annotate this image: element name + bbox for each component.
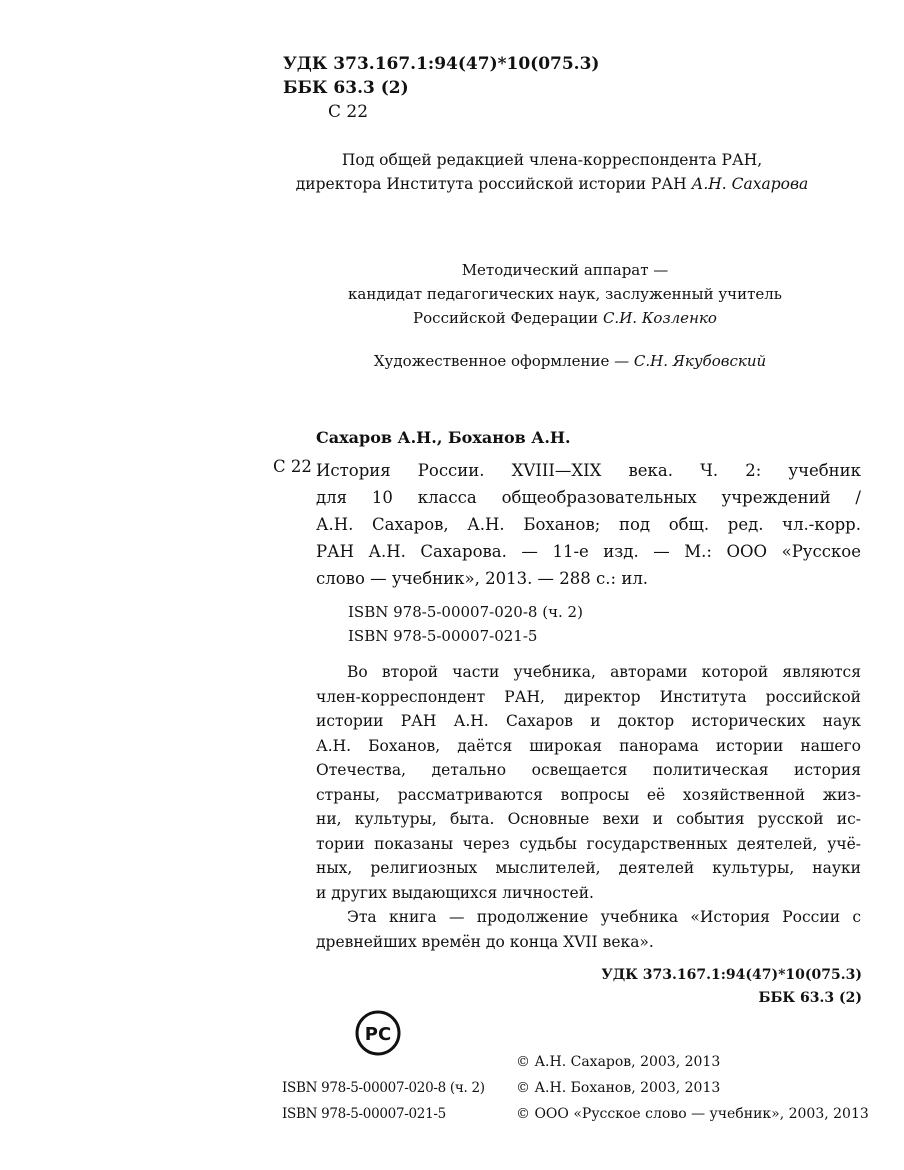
editor-credit (250, 148, 854, 196)
svg-text:РС: РС (364, 1024, 392, 1045)
method-line-3 (300, 306, 830, 330)
bib-authors: Сахаров А.Н., Боханов А.Н. (316, 428, 571, 447)
annotation-line: древнейших времён до конца XVII века». (316, 932, 654, 951)
annotation-line: Эта книга — продолжение учебника «История России с (347, 908, 861, 926)
bib-line: История России. XVIII—XIX века. Ч. 2: учебник (316, 461, 861, 480)
bib-line: слово — учебник», 2013. — 288 с.: ил. (316, 569, 649, 588)
annotation-line: Во второй части учебника, авторами которой являются (347, 663, 861, 681)
udk-code: УДК 373.167.1:94(47)*10(075.3) (283, 54, 600, 74)
method-name: С.И. Козленко (602, 309, 717, 327)
udk-footer (560, 964, 862, 1010)
copyright-2: © А.Н. Боханов, 2003, 2013 (516, 1080, 721, 1096)
editor-line-2-text: директора Института российской истории РАН (295, 175, 687, 193)
bbk-code: ББК 63.3 (2) (283, 78, 409, 98)
copyright-3: © ООО «Русское слово — учебник», 2003, 2013 (516, 1106, 869, 1122)
method-line-1: Методический аппарат — (461, 261, 669, 279)
editor-line-2 (250, 172, 854, 196)
method-line-2: кандидат педагогических наук, заслуженный учитель (348, 285, 782, 303)
annotation-line: и других выдающихся личностей. (316, 883, 594, 902)
annotation-line: страны, рассматриваются вопросы её хозяйственной жиз- (316, 785, 861, 804)
bib-code: С 22 (273, 457, 312, 476)
art-label: Художественное оформление — (373, 352, 630, 370)
copyright-block (516, 1049, 869, 1127)
annotation-line: ни, культуры, быта. Основные вехи и события русской ис- (316, 810, 861, 828)
bib-isbn (348, 600, 583, 648)
methodical-credit (300, 258, 830, 330)
bib-line: А.Н. Сахаров, А.Н. Боханов; под общ. ред. чл.-корр. (316, 515, 861, 534)
bbk-code-bottom: ББК 63.3 (2) (758, 990, 862, 1006)
editor-name: А.Н. Сахарова (691, 175, 809, 193)
annotation-line: член-корреспондент РАН, директор Института российской (316, 687, 861, 706)
bib-line: РАН А.Н. Сахарова. — 11-е изд. — М.: ООО «Русское (316, 542, 861, 561)
bib-description (316, 457, 861, 592)
udk-code-bottom: УДК 373.167.1:94(47)*10(075.3) (601, 967, 862, 983)
annotation-line: тории показаны через судьбы государственных деятелей, учё- (316, 834, 861, 853)
annotation-line: Отечества, детально освещается политическая история (316, 761, 861, 779)
imprint-isbn-2: ISBN 978-5-00007-021-5 (282, 1106, 446, 1122)
imprint-isbn-1: ISBN 978-5-00007-020-8 (ч. 2) (282, 1080, 485, 1096)
art-name: С.Н. Якубовский (633, 352, 767, 370)
isbn-2: ISBN 978-5-00007-021-5 (348, 627, 538, 645)
annotation-line: истории РАН А.Н. Сахаров и доктор исторических наук (316, 712, 861, 730)
editor-line-1: Под общей редакцией члена-корреспондента РАН, (341, 151, 763, 169)
udk-header (283, 52, 599, 124)
art-credit (300, 349, 840, 373)
imprint-isbn (282, 1075, 485, 1127)
author-mark: С 22 (328, 102, 369, 122)
bib-line: для 10 класса общеобразовательных учреждений / (316, 488, 861, 507)
annotation-line: А.Н. Боханов, даётся широкая панорама истории нашего (316, 736, 861, 755)
method-line-3-text: Российской Федерации (413, 309, 599, 327)
copyright-1: © А.Н. Сахаров, 2003, 2013 (516, 1054, 721, 1070)
annotation-line: ных, религиозных мыслителей, деятелей культуры, науки (316, 859, 861, 877)
isbn-1: ISBN 978-5-00007-020-8 (ч. 2) (348, 603, 583, 621)
annotation (316, 660, 861, 954)
rst-certification-mark-icon (354, 1009, 402, 1057)
